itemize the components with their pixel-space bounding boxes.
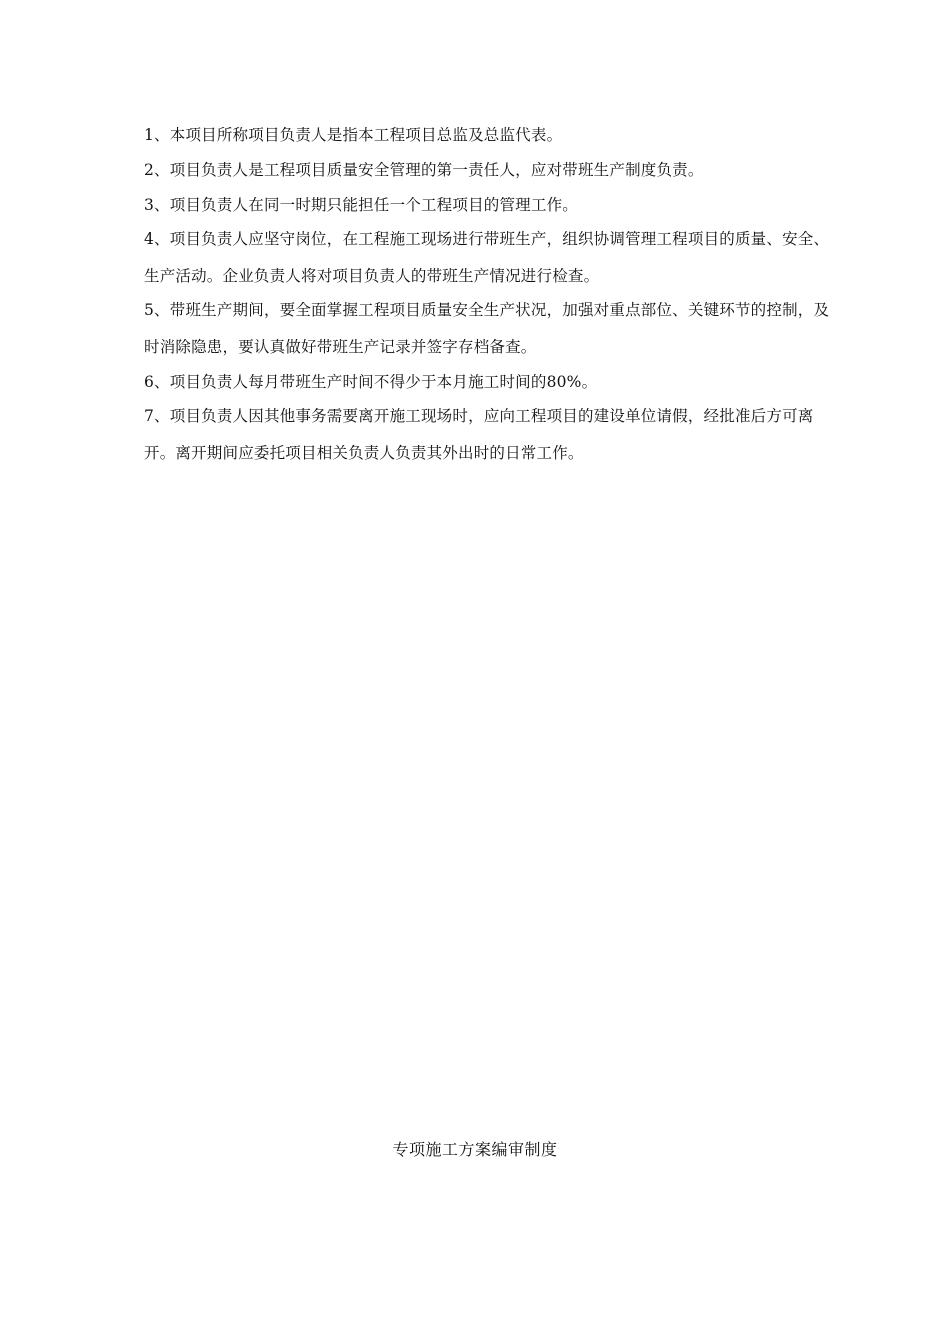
paragraph-2: 2、项目负责人是工程项目质量安全管理的第一责任人，应对带班生产制度负责。 — [144, 161, 704, 179]
paragraph-6: 6、项目负责人每月带班生产时间不得少于本月施工时间的80%。 — [144, 373, 598, 391]
paragraph-5: 5、带班生产期间，要全面掌握工程项目质量安全生产状况，加强对重点部位、关键环节的控制，及时消除隐患，要认真做好带班生产记录并签字存档备查。 — [144, 301, 830, 356]
paragraph-7: 7、项目负责人因其他事务需要离开施工现场时，应向工程项目的建设单位请假，经批准后方可离开。离开期间应委托项目相关负责人负责其外出时的日常工作。 — [144, 407, 814, 462]
paragraph-1: 1、本项目所称项目负责人是指本工程项目总监及总监代表。 — [144, 126, 563, 144]
section-title: 专项施工方案编审制度 — [392, 1140, 558, 1159]
paragraph-4: 4、项目负责人应坚守岗位，在工程施工现场进行带班生产，组织协调管理工程项目的质量、安全、生产活动。企业负责人将对项目负责人的带班生产情况进行检查。 — [144, 230, 830, 285]
paragraph-3: 3、项目负责人在同一时期只能担任一个工程项目的管理工作。 — [144, 196, 578, 214]
document-body — [144, 124, 834, 477]
